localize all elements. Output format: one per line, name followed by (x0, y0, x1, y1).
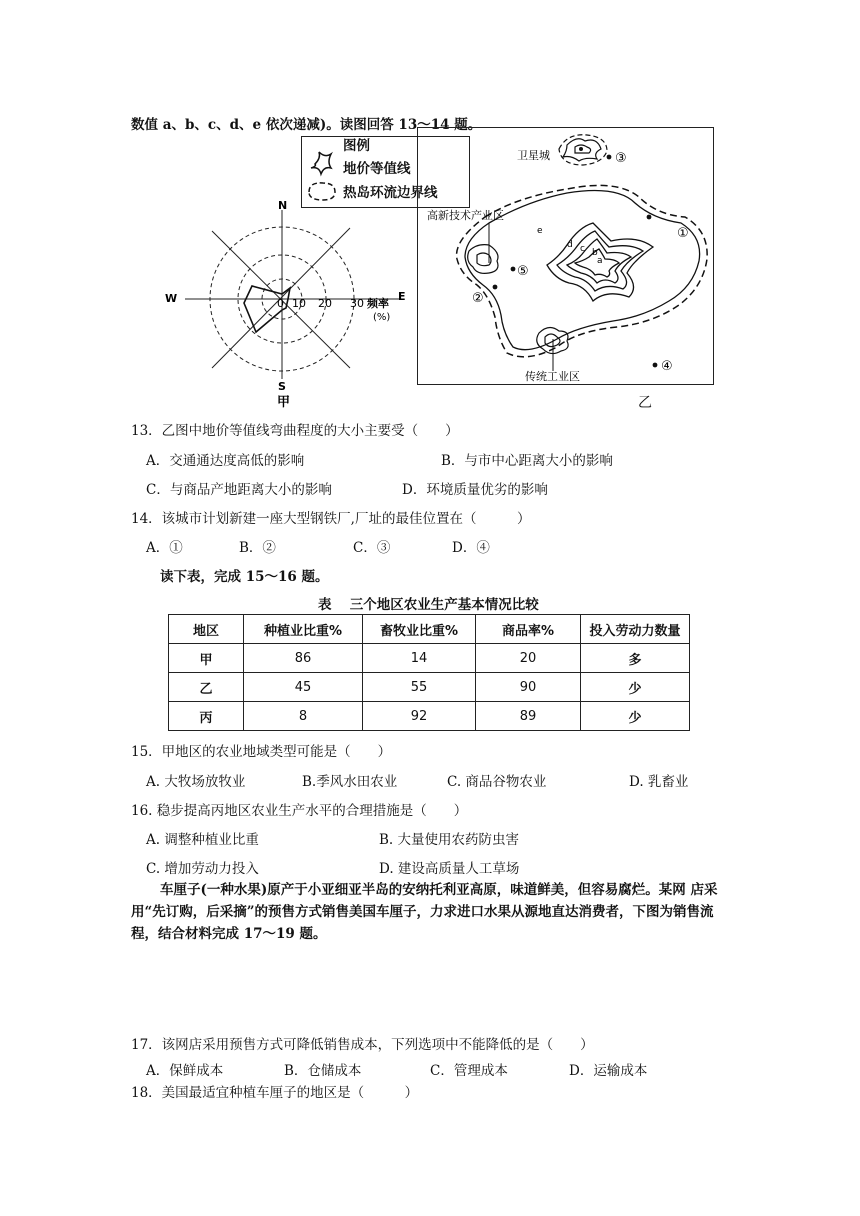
q15-option-b: B.季风水田农业 (302, 774, 398, 790)
agriculture-table (168, 614, 690, 731)
label-satellite-city: 卫星城 (517, 149, 550, 162)
q16-option-d: D. 建设高质量人工草场 (379, 861, 520, 877)
q14-option-d: D．④ (452, 540, 490, 556)
table-title: 表 三个地区农业生产基本情况比较 (318, 597, 539, 613)
dir-s: S (278, 380, 286, 393)
legend-item-isoline: 地价等值线 (343, 161, 411, 177)
hightech-isoline-outer (468, 245, 498, 274)
figure-jia-wind-rose (160, 196, 420, 411)
label-b: b (592, 248, 598, 258)
figure-yi-map (417, 127, 713, 385)
marker-dot-5 (511, 267, 516, 272)
q16-option-c: C. 增加劳动力投入 (146, 861, 259, 877)
q13-option-d: D．环境质量优劣的影响 (402, 482, 548, 498)
th-livestock-share: 畜牧业比重% (363, 615, 476, 644)
table-cell: 89 (476, 702, 581, 731)
table-cell: 丙 (169, 702, 244, 731)
q15-stem: 15．甲地区的农业地域类型可能是（ ） (131, 744, 392, 760)
label-hightech-area: 高新技术产业区 (427, 209, 504, 222)
q13-option-c: C．与商品产地距离大小的影响 (146, 482, 332, 498)
figure-jia-caption: 甲 (277, 395, 291, 410)
dir-w: W (165, 292, 178, 305)
q14-stem: 14．该城市计划新建一座大型钢铁厂,厂址的最佳位置在（ ） (131, 511, 531, 527)
table-cell: 多 (581, 644, 690, 673)
table-row (169, 644, 690, 673)
dir-n: N (278, 199, 288, 212)
tick-20: 20 (318, 297, 332, 310)
axis-label-unit: (%) (373, 312, 391, 323)
q17-option-c: C．管理成本 (430, 1063, 508, 1079)
q14-option-a: A．① (146, 540, 183, 556)
table-cell: 90 (476, 673, 581, 702)
table-row (169, 673, 690, 702)
marker-3: ③ (615, 151, 627, 166)
read-table-instruction: 读下表，完成 15～16 题。 (160, 569, 329, 585)
table-header-row (169, 615, 690, 644)
marker-1: ① (677, 226, 689, 241)
marker-4: ④ (661, 359, 673, 374)
marker-dot-2 (493, 285, 498, 290)
figure-yi-caption: 乙 (638, 395, 652, 411)
th-region: 地区 (169, 615, 244, 644)
intro-line: 数值 a、b、c、d、e 依次递减)。读图回答 13～14 题。 (131, 117, 482, 133)
marker-dot-3 (607, 155, 612, 160)
q17-option-b: B．仓储成本 (284, 1063, 362, 1079)
table-cell: 86 (244, 644, 363, 673)
q15-option-a: A. 大牧场放牧业 (146, 774, 246, 790)
label-e: e (537, 226, 543, 236)
table-cell: 20 (476, 644, 581, 673)
tick-10: 10 (292, 297, 306, 310)
q13-option-b: B．与市中心距离大小的影响 (441, 453, 613, 469)
q15-option-d: D. 乳畜业 (629, 774, 689, 790)
table-row (169, 702, 690, 731)
marker-dot-1 (647, 215, 652, 220)
legend-item-heat-island: 热岛环流边界线 (343, 185, 438, 201)
th-commodity-rate: 商品率% (476, 615, 581, 644)
legend-title: 图例 (343, 138, 370, 154)
table-cell: 少 (581, 702, 690, 731)
q13-stem: 13．乙图中地价等值线弯曲程度的大小主要受（ ） (131, 423, 459, 439)
label-c: c (580, 244, 585, 254)
q17-option-a: A．保鲜成本 (146, 1063, 224, 1079)
cherry-passage: 车厘子(一种水果)原产于小亚细亚半岛的安纳托利亚高原，味道鲜美，但容易腐烂。某网 店采用“先订购，后采摘”的预售方式销售美国车厘子，力求进口水果从源地直达消费者，下图为销售流程，结合材料完成 17～19 题。 (131, 882, 718, 942)
q14-option-c: C．③ (353, 540, 391, 556)
marker-5: ⑤ (517, 264, 529, 279)
dir-e: E (398, 290, 406, 303)
q18-stem: 18．美国最适宜种植车厘子的地区是（ ） (131, 1085, 419, 1101)
q15-option-c: C. 商品谷物农业 (447, 774, 547, 790)
label-traditional-area: 传统工业区 (525, 370, 580, 383)
q16-option-b: B. 大量使用农药防虫害 (379, 832, 520, 848)
table-cell: 92 (363, 702, 476, 731)
th-labor-input: 投入劳动力数量 (581, 615, 690, 644)
table-cell: 55 (363, 673, 476, 702)
table-cell: 8 (244, 702, 363, 731)
marker-dot-4 (653, 363, 658, 368)
isoline-legend-icon (311, 152, 331, 174)
q17-stem: 17．该网店采用预售方式可降低销售成本，下列选项中不能降低的是（ ） (131, 1037, 594, 1053)
marker-2: ② (472, 291, 484, 306)
q14-option-b: B．② (239, 540, 276, 556)
q13-option-a: A．交通通达度高低的影响 (146, 453, 305, 469)
table-cell: 乙 (169, 673, 244, 702)
table-cell: 14 (363, 644, 476, 673)
tick-0: 0 (277, 297, 284, 310)
satellite-center-dot (579, 147, 583, 151)
axis-label-frequency: 频率 (367, 297, 389, 310)
tick-30: 30 (350, 297, 364, 310)
table-cell: 甲 (169, 644, 244, 673)
table-cell: 少 (581, 673, 690, 702)
label-a: a (597, 256, 603, 266)
table-cell: 45 (244, 673, 363, 702)
label-d: d (567, 240, 573, 250)
th-crop-share: 种植业比重% (244, 615, 363, 644)
q17-option-d: D．运输成本 (569, 1063, 648, 1079)
q16-stem: 16. 稳步提高丙地区农业生产水平的合理措施是（ ） (131, 803, 468, 819)
q16-option-a: A. 调整种植业比重 (146, 832, 259, 848)
